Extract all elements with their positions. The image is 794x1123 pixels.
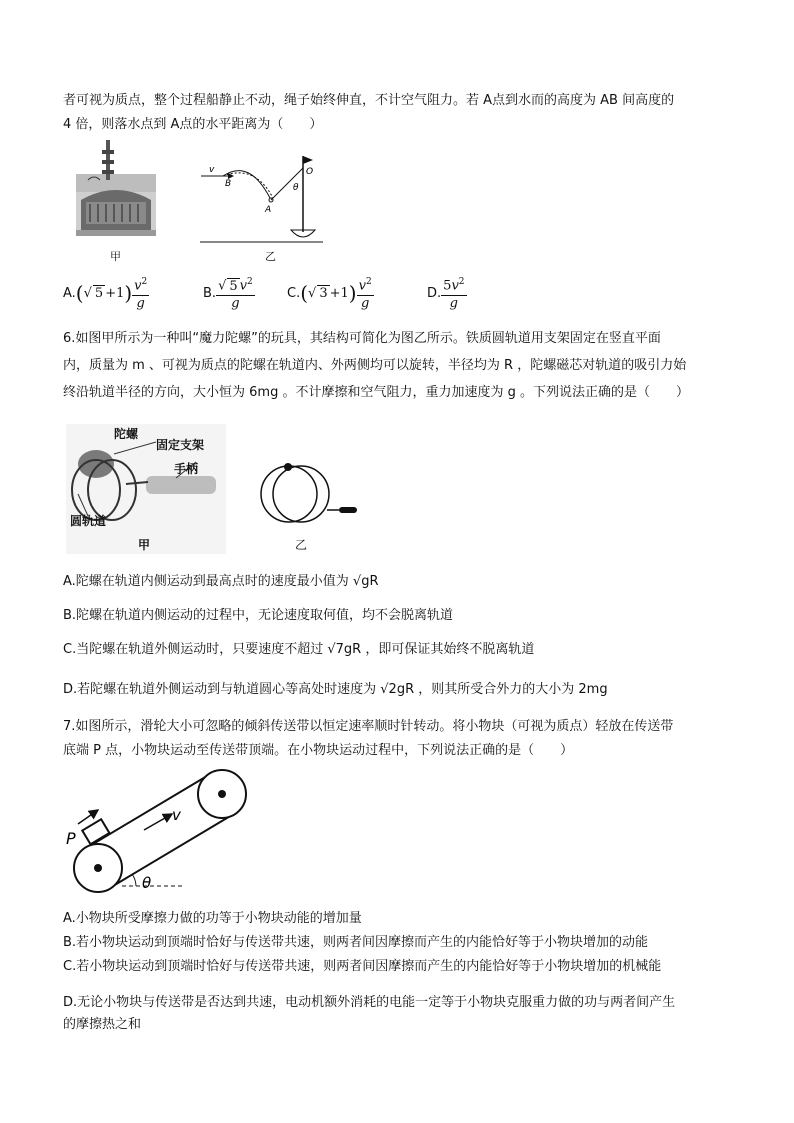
q5-label-O: O (306, 167, 314, 177)
q5-option-a-label: A. (63, 285, 76, 301)
q6-option-d[interactable]: D.若陀螺在轨道外侧运动到与轨道圆心等高处时速度为 √2gR ，则其所受合外力的大小为 2mg (63, 682, 608, 697)
q6-label-zhijia: 固定支架 (156, 438, 205, 452)
q6-fig-yi-label: 乙 (295, 538, 308, 552)
q6-label-tuoluo: 陀螺 (114, 427, 139, 441)
q6-label-guidao: 圆轨道 (70, 514, 107, 528)
q5-stem-line2: 4 倍，则落水点到 A点的水平距离为（ ） (63, 117, 323, 132)
q7-stem-line2: 底端 P 点，小物块运动至传送带顶端。在小物块运动过程中，下列说法正确的是（ ） (63, 743, 574, 758)
q6-stem-line3: 终沿轨道半径的方向，大小恒为 6mg 。不计摩擦和空气阻力，重力加速度为 g 。下列说法正确的是（ ） (63, 385, 689, 400)
q5-photo-jia (76, 140, 156, 250)
q7-option-b[interactable]: B.若小物块运动到顶端时恰好与传送带共速，则两者间因摩擦而产生的内能恰好等于小物块增加的动能 (63, 935, 649, 950)
q7-option-a[interactable]: A.小物块所受摩擦力做的功等于小物块动能的增加量 (63, 911, 362, 926)
q5-fig-jia-label: 甲 (110, 250, 121, 263)
q7-option-d-line2[interactable]: 的摩擦热之和 (63, 1017, 142, 1032)
q5-option-d-label: D. (427, 285, 442, 301)
q7-label-P: P (66, 829, 76, 848)
q7-label-v: v (172, 806, 181, 824)
q5-option-c[interactable]: C. ( √ 3 +1 ) $\frac{v^2}{g}$ (287, 275, 374, 311)
q6-option-a[interactable]: A.陀螺在轨道内侧运动到最高点时的速度最小值为 √gR (63, 574, 379, 589)
q5-option-b-label: B. (203, 285, 217, 301)
q7-stem-line1: 7.如图所示，滑轮大小可忽略的倾斜传送带以恒定速率顺时针转动。将小物块（可视为质点）轻放在传送带 (63, 719, 674, 734)
q6-stem-line1: 6.如图甲所示为一种叫“魔力陀螺”的玩具，其结构可简化为图乙所示。铁质圆轨道用支架固定在竖直平面 (63, 331, 661, 346)
q7-label-theta: θ (142, 874, 152, 892)
q5-label-A: A (265, 205, 272, 215)
q5-option-d[interactable]: D. $\frac{5v^2}{g}$ (427, 275, 467, 311)
q5-option-b[interactable]: B. $\frac{√ 5 v^2}{g}$ (203, 275, 255, 311)
q6-label-shoubing: 手柄 (174, 462, 199, 476)
q6-option-c[interactable]: C.当陀螺在轨道外侧运动时，只要速度不超过 √7gR ，即可保证其始终不脱离轨道 (63, 642, 535, 657)
q6-diagram-yi (255, 458, 365, 528)
q6-option-b[interactable]: B.陀螺在轨道内侧运动的过程中，无论速度取何值，均不会脱离轨道 (63, 608, 454, 623)
q7-conveyor-diagram (64, 768, 264, 904)
q6-label-jia: 甲 (138, 538, 151, 552)
q5-label-theta: θ (293, 183, 299, 193)
q5-label-v: v (209, 165, 215, 175)
q7-option-d-line1[interactable]: D.无论小物块与传送带是否达到共速，电动机额外消耗的电能一定等于小物块克服重力做的功与两者间产生 (63, 995, 676, 1010)
q6-stem-line2: 内，质量为 m 、可视为质点的陀螺在轨道内、外两侧均可以旋转，半径均为 R ，陀螺磁芯对轨道的吸引力始 (63, 358, 687, 373)
q5-diagram-yi (195, 148, 325, 258)
q7-option-c[interactable]: C.若小物块运动到顶端时恰好与传送带共速，则两者间因摩擦而产生的内能恰好等于小物块增加的机械能 (63, 959, 662, 974)
q5-option-c-label: C. (287, 285, 301, 301)
q5-fig-yi-label: 乙 (265, 250, 276, 263)
q5-stem-line1: 者可视为质点，整个过程船静止不动，绳子始终伸直，不计空气阻力。若 A点到水而的高度为 AB 间高度的 (63, 93, 675, 108)
q5-label-B: B (225, 179, 232, 189)
q5-option-a[interactable]: A. ( √ 5 +1 ) $\frac{v^2}{g}$ (63, 275, 149, 311)
